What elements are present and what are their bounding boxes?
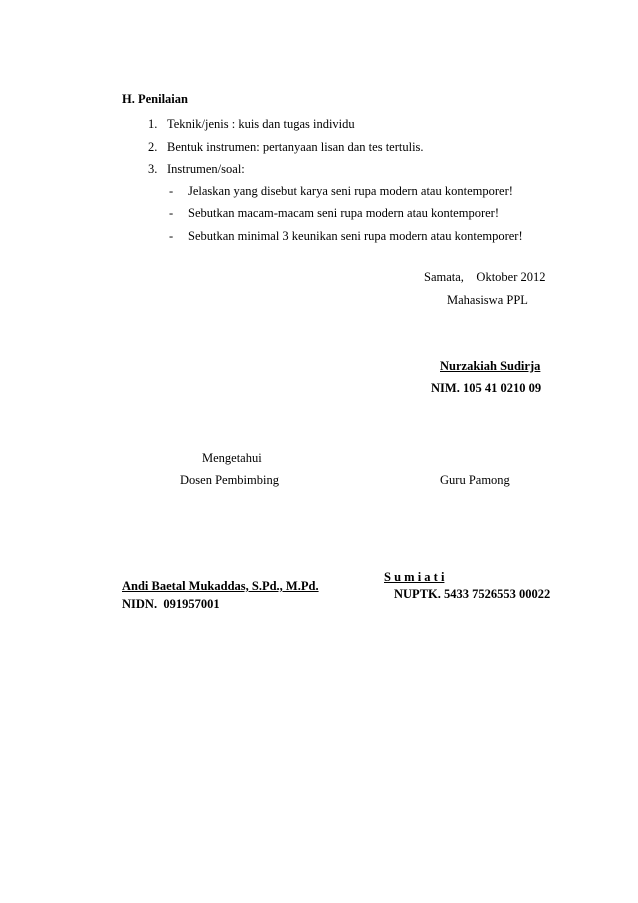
list-number: 2. [148,140,158,154]
student-nim: NIM. 105 41 0210 09 [431,381,542,395]
list-item-instrument-form: Bentuk instrumen: pertanyaan lisan dan tes tertulis. [167,140,424,154]
mentor-teacher-nuptk: NUPTK. 5433 7526553 00022 [394,587,551,601]
question-item: Sebutkan macam-macam seni rupa modern atau kontemporer! [188,206,499,220]
list-number: 1. [148,117,158,131]
student-role: Mahasiswa PPL [447,293,528,307]
list-number: 3. [148,162,158,176]
mentor-teacher-role: Guru Pamong [440,473,510,487]
question-item: Sebutkan minimal 3 keunikan seni rupa modern atau kontemporer! [188,229,523,243]
supervisor-nidn: NIDN. 091957001 [122,597,220,611]
section-heading: H. Penilaian [122,92,188,106]
acknowledge-label: Mengetahui [202,451,262,465]
supervisor-role: Dosen Pembimbing [180,473,279,487]
question-dash: - [169,184,174,198]
student-name: Nurzakiah Sudirja [440,359,541,373]
place-date: Samata, Oktober 2012 [424,270,546,284]
mentor-teacher-name: S u m i a t i [384,570,445,584]
question-item: Jelaskan yang disebut karya seni rupa modern atau kontemporer! [188,184,513,198]
list-item-technique: Teknik/jenis : kuis dan tugas individu [167,117,355,131]
list-item-instrument: Instrumen/soal: [167,162,245,176]
question-dash: - [169,206,174,220]
question-dash: - [169,229,174,243]
supervisor-name: Andi Baetal Mukaddas, S.Pd., M.Pd. [122,579,319,593]
